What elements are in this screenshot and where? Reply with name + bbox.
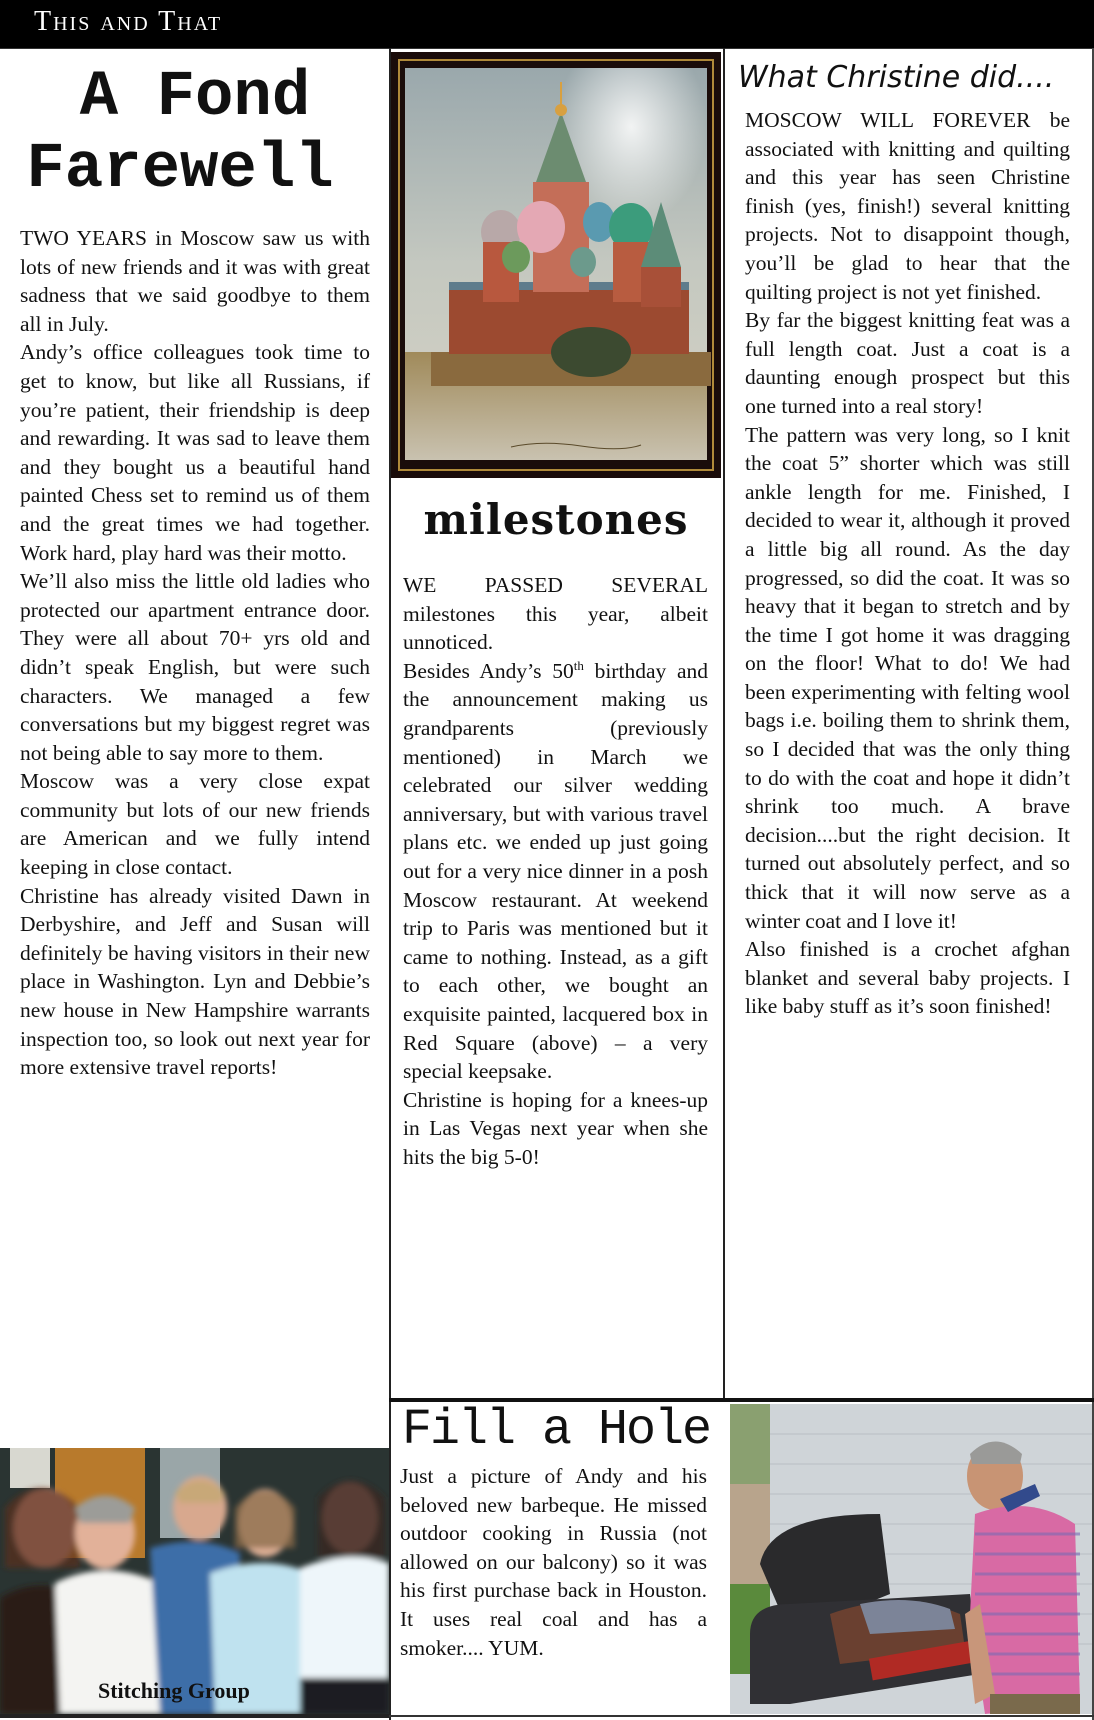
fill-hole-headline: Fill a Hole <box>401 1402 711 1459</box>
article-paragraph: We’ll also miss the little old ladies who protected our apartment entrance door. They were all about 70+ yrs old and didn’t speak English, but were such characters. We managed a few conversations but my biggest regret was not being able to say more to them. <box>20 569 370 765</box>
article-paragraph: Christine is hoping for a knees-up in Las Vegas next year when she hits the big 5-0! <box>403 1087 708 1169</box>
article-paragraph: Just a picture of Andy and his beloved new barbeque. He missed outdoor cooking in Russia (not allowed on our balcony) so it was his first purchase back in Houston. It uses real coal and has a smoker.... YUM. <box>400 1464 707 1660</box>
stitching-group-photo <box>0 1448 389 1714</box>
fill-hole-article <box>400 1462 707 1662</box>
article-paragraph: Also finished is a crochet afghan blanket and several baby projects. I like baby stuff as it’s soon finished! <box>745 937 1070 1019</box>
headline-line: A Fond <box>79 62 311 134</box>
article-paragraph <box>403 657 708 1086</box>
christine-article <box>745 106 1070 1021</box>
article-paragraph: TWO YEARS in Moscow saw us with lots of new friends and it was with great sadness that we said goodbye to them all in July. <box>20 226 370 336</box>
article-paragraph: Moscow was a very close expat community but lots of our new friends are American and we fully intend keeping in close contact. <box>20 769 370 880</box>
text-run: Besides Andy’s 50 <box>403 658 574 683</box>
farewell-article <box>20 224 370 1082</box>
lacquered-box-painting <box>391 52 721 478</box>
column-divider <box>723 48 725 1400</box>
section-title: This and That <box>34 6 223 37</box>
milestones-article <box>403 571 708 1171</box>
article-paragraph: By far the biggest knitting feat was a full length coat. Just a coat is a daunting enough prospect but this one turned into a real story! <box>745 308 1070 418</box>
farewell-headline <box>26 62 360 206</box>
article-paragraph: WE PASSED SEVERAL milestones this year, albeit unnoticed. <box>403 573 708 655</box>
article-paragraph: Andy’s office colleagues took time to get to know, but like all Russians, if you’re patient, their friendship is deep and rewarding. It was sad to leave them and they bought us a beautiful hand painted Chess set to remind us of them and the great times we had together. Work hard, play hard was their motto. <box>20 340 370 565</box>
section-banner <box>0 0 1094 49</box>
headline-line: Farewell <box>26 134 334 206</box>
text-run: birthday and the announcement making us grandparents (previously mentioned) in March we celebrated our silver wedding anniversary, but with various travel plans etc. we ended up just going out for a very nice dinner in a posh Moscow restaurant. At weekend trip to Paris was mentioned but it came to nothing. Instead, as a gift to each other, we bought an exquisite painted, lacquered box in Red Square (above) – a very special keepsake. <box>403 658 708 1084</box>
milestones-headline: milestones <box>423 495 689 544</box>
photo-bottom-border <box>0 1714 389 1718</box>
article-paragraph: Christine has already visited Dawn in Derbyshire, and Jeff and Susan will definitely be having visitors in their new place in Washington. Lyn and Debbie’s new house in New Hampshire warrants inspection too, so look out next year for more extensive travel reports! <box>20 883 370 1080</box>
bottom-border <box>389 1715 1094 1717</box>
barbecue-photo <box>730 1404 1092 1714</box>
christine-headline: What Christine did.... <box>738 60 1055 95</box>
article-paragraph: MOSCOW WILL FOREVER be associated with knitting and quilting and this year has seen Christine finish (yes, finish!) several knitting projects. Not to disappoint though, you’ll be glad to hear that the quilting project is not yet finished. <box>745 108 1070 304</box>
photo-caption: Stitching Group <box>98 1678 250 1703</box>
article-paragraph: The pattern was very long, so I knit the coat 5” shorter which was still ankle length for me. Finished, I decided to wear it, although it proved a little big all round. As the day progressed, so did the coat. It was so heavy that it began to stretch and by the time I got home it was dragging on the floor! What to do! We had been experimenting with felting wool bags i.e. boiling them to shrink them, so I decided that was the only thing to do with the coat and hope it didn’t shrink too much. A brave decision....but the right decision. It turned out absolutely perfect, and so thick that it will now serve as a winter coat and I love it! <box>745 422 1070 933</box>
superscript: th <box>573 657 584 673</box>
